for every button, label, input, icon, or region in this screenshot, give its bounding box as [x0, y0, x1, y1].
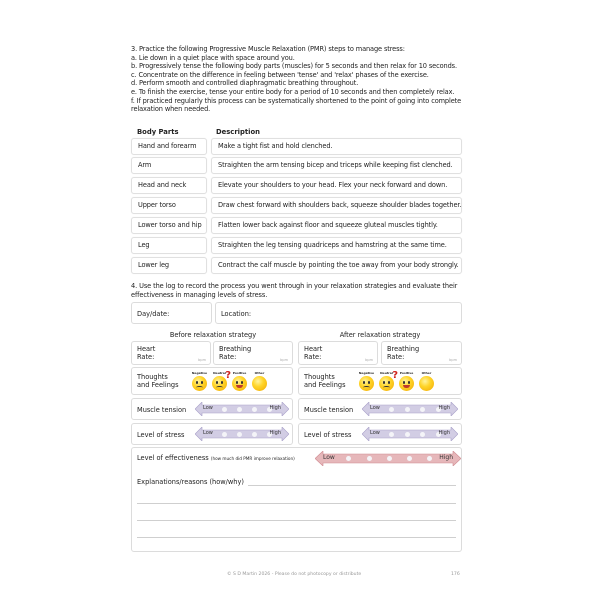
face-other-label: Other: [421, 371, 432, 375]
after-heading: After relaxation strategy: [339, 331, 421, 339]
body-part-cell: Lower leg: [131, 257, 207, 274]
breathing-rate-label-line1: Breathing: [387, 345, 420, 353]
scale-point[interactable]: [405, 407, 410, 412]
bpm-unit: bpm: [365, 358, 373, 362]
scale-point[interactable]: [389, 407, 394, 412]
description-cell: Flatten lower back against floor and squeeze gluteal muscles tightly.: [211, 217, 462, 234]
breathing-rate-label: [387, 345, 419, 361]
log-prompt: 4. Use the log to record the process you went through in your relaxation strategies and evaluate their effectiveness in managing levels of stress.: [131, 282, 458, 299]
header-body-parts: Body Parts: [137, 128, 179, 136]
sad-face-icon: [359, 376, 374, 391]
pmr-instructions: [131, 45, 467, 114]
effectiveness-label-text: Level of effectiveness: [137, 454, 209, 462]
scale-point[interactable]: [367, 456, 372, 461]
description-cell: Straighten the leg tensing quadriceps and hamstring at the same time.: [211, 237, 462, 254]
before-breathing-rate-field[interactable]: [213, 341, 293, 365]
scale-low-label: Low: [370, 405, 380, 411]
breathing-rate-label: [219, 345, 251, 361]
thoughts-label: [137, 373, 179, 389]
scale-point[interactable]: [427, 456, 432, 461]
face-neutral-label: Neutral: [380, 371, 393, 375]
before-stress-scale[interactable]: [195, 427, 289, 441]
after-muscle-tension-scale[interactable]: [362, 402, 458, 416]
after-face-options: [358, 371, 435, 391]
scale-point[interactable]: [222, 432, 227, 437]
scale-point[interactable]: [237, 432, 242, 437]
blank-face-icon: [419, 376, 434, 391]
scale-low-label: Low: [203, 430, 213, 436]
face-neutral[interactable]: [378, 370, 398, 391]
before-muscle-tension-scale[interactable]: [195, 402, 289, 416]
heart-rate-label-line1: Heart: [137, 345, 156, 353]
scale-high-label: High: [269, 430, 281, 436]
muscle-tension-label: Muscle tension: [304, 406, 354, 414]
description-cell: Elevate your shoulders to your head. Flex your neck forward and down.: [211, 177, 462, 194]
instructions-title: 3. Practice the following Progressive Muscle Relaxation (PMR) steps to manage stress:: [131, 45, 405, 53]
scale-point[interactable]: [346, 456, 351, 461]
before-stress-row: [131, 423, 293, 445]
scale-point[interactable]: [389, 432, 394, 437]
body-part-cell: Lower torso and hip: [131, 217, 207, 234]
step-d: d. Perform smooth and controlled diaphragmatic breathing throughout.: [131, 79, 359, 88]
day-date-label: Day/date:: [137, 310, 170, 318]
effectiveness-label: [137, 454, 295, 462]
happy-face-icon: [232, 376, 247, 391]
explanation-line[interactable]: [137, 520, 456, 521]
blank-face-icon: [252, 376, 267, 391]
scale-point[interactable]: [387, 456, 392, 461]
scale-high-label: High: [438, 430, 450, 436]
thoughts-label: [304, 373, 346, 389]
before-heart-rate-field[interactable]: [131, 341, 211, 365]
breathing-rate-label-line2: Rate:: [387, 353, 405, 361]
face-other-label: Other: [254, 371, 265, 375]
body-part-cell: Leg: [131, 237, 207, 254]
explanation-line[interactable]: [137, 503, 456, 504]
bpm-unit: bpm: [449, 358, 457, 362]
thoughts-label-line2: and Feelings: [137, 381, 179, 389]
effectiveness-section: [131, 447, 462, 552]
location-label: Location:: [221, 310, 252, 318]
scale-point[interactable]: [252, 407, 257, 412]
face-other[interactable]: [418, 371, 435, 391]
face-negative-label: Negative: [191, 371, 208, 375]
face-positive-label: Positive: [399, 371, 414, 375]
scale-low-label: Low: [370, 430, 380, 436]
scale-high-label: High: [269, 405, 281, 411]
question-mark-icon: ?: [225, 370, 231, 381]
after-breathing-rate-field[interactable]: [381, 341, 462, 365]
scale-point[interactable]: [420, 432, 425, 437]
heart-rate-label: [304, 345, 322, 361]
after-heart-rate-field[interactable]: [298, 341, 378, 365]
thoughts-label-line1: Thoughts: [304, 373, 335, 381]
scale-point[interactable]: [420, 407, 425, 412]
after-thoughts-feelings: [298, 367, 462, 395]
scale-high-label: High: [438, 405, 450, 411]
step-b: b. Progressively tense the following body parts (muscles) for 5 seconds and then relax for 10 seconds.: [131, 62, 457, 71]
before-thoughts-feelings: [131, 367, 293, 395]
explanation-line[interactable]: [137, 537, 456, 538]
step-f: f. If practiced regularly this process can be systematically shortened to the point of going into complete relaxation when needed.: [131, 96, 462, 114]
stress-label: Level of stress: [137, 431, 185, 439]
after-stress-scale[interactable]: [362, 427, 458, 441]
face-positive-label: Positive: [232, 371, 247, 375]
scale-point[interactable]: [237, 407, 242, 412]
step-a: a. Lie down in a quiet place with space around you.: [131, 53, 295, 62]
body-part-cell: Upper torso: [131, 197, 207, 214]
heart-rate-label: [137, 345, 155, 361]
sad-face-icon: [192, 376, 207, 391]
breathing-rate-label-line2: Rate:: [219, 353, 237, 361]
face-positive[interactable]: [231, 371, 248, 391]
scale-point[interactable]: [407, 456, 412, 461]
explanations-label: Explanations/reasons (how/why): [137, 478, 244, 486]
face-neutral[interactable]: [211, 370, 231, 391]
body-part-cell: Head and neck: [131, 177, 207, 194]
face-negative-label: Negative: [358, 371, 375, 375]
explanation-line[interactable]: [248, 485, 456, 486]
scale-point[interactable]: [252, 432, 257, 437]
step-e: e. To finish the exercise, tense your entire body for a period of 10 seconds and then completely relax.: [131, 87, 455, 96]
thoughts-label-line2: and Feelings: [304, 381, 346, 389]
location-field[interactable]: [215, 302, 462, 324]
effectiveness-scale[interactable]: [315, 451, 461, 466]
thoughts-label-line1: Thoughts: [137, 373, 168, 381]
face-negative[interactable]: [191, 371, 208, 391]
description-cell: Contract the calf muscle by pointing the toe away from your body strongly.: [211, 257, 462, 274]
heart-rate-label-line2: Rate:: [304, 353, 322, 361]
description-cell: Draw chest forward with shoulders back, squeeze shoulder blades together.: [211, 197, 462, 214]
body-part-cell: Hand and forearm: [131, 138, 207, 155]
effectiveness-note: (how much did PMR improve relaxation): [210, 456, 295, 461]
after-stress-row: [298, 423, 462, 445]
scale-low-label: Low: [323, 454, 335, 461]
bpm-unit: bpm: [198, 358, 206, 362]
bpm-unit: bpm: [280, 358, 288, 362]
scale-point[interactable]: [405, 432, 410, 437]
description-cell: Make a tight fist and hold clenched.: [211, 138, 462, 155]
face-neutral-label: Neutral: [213, 371, 226, 375]
stress-label: Level of stress: [304, 431, 352, 439]
scale-point[interactable]: [222, 407, 227, 412]
question-mark-icon: ?: [392, 370, 398, 381]
heart-rate-label-line1: Heart: [304, 345, 323, 353]
face-negative[interactable]: [358, 371, 375, 391]
scale-low-label: Low: [203, 405, 213, 411]
face-other[interactable]: [251, 371, 268, 391]
header-description: Description: [216, 128, 260, 136]
description-cell: Straighten the arm tensing bicep and triceps while keeping fist clenched.: [211, 157, 462, 174]
before-muscle-tension-row: [131, 398, 293, 420]
after-muscle-tension-row: [298, 398, 462, 420]
heart-rate-label-line2: Rate:: [137, 353, 155, 361]
page-number: 176: [451, 572, 460, 577]
copyright-notice: © S D Martin 2026 - Please do not photocopy or distribute: [227, 572, 362, 577]
before-face-options: [191, 371, 268, 391]
scale-high-label: High: [439, 454, 453, 461]
day-date-field[interactable]: [131, 302, 212, 324]
face-positive[interactable]: [398, 371, 415, 391]
happy-face-icon: [399, 376, 414, 391]
before-heading: Before relaxation strategy: [169, 331, 257, 339]
body-part-cell: Arm: [131, 157, 207, 174]
breathing-rate-label-line1: Breathing: [219, 345, 252, 353]
muscle-tension-label: Muscle tension: [137, 406, 187, 414]
step-c: c. Concentrate on the difference in feeling between 'tense' and 'relax' phases of the exercise.: [131, 70, 429, 79]
